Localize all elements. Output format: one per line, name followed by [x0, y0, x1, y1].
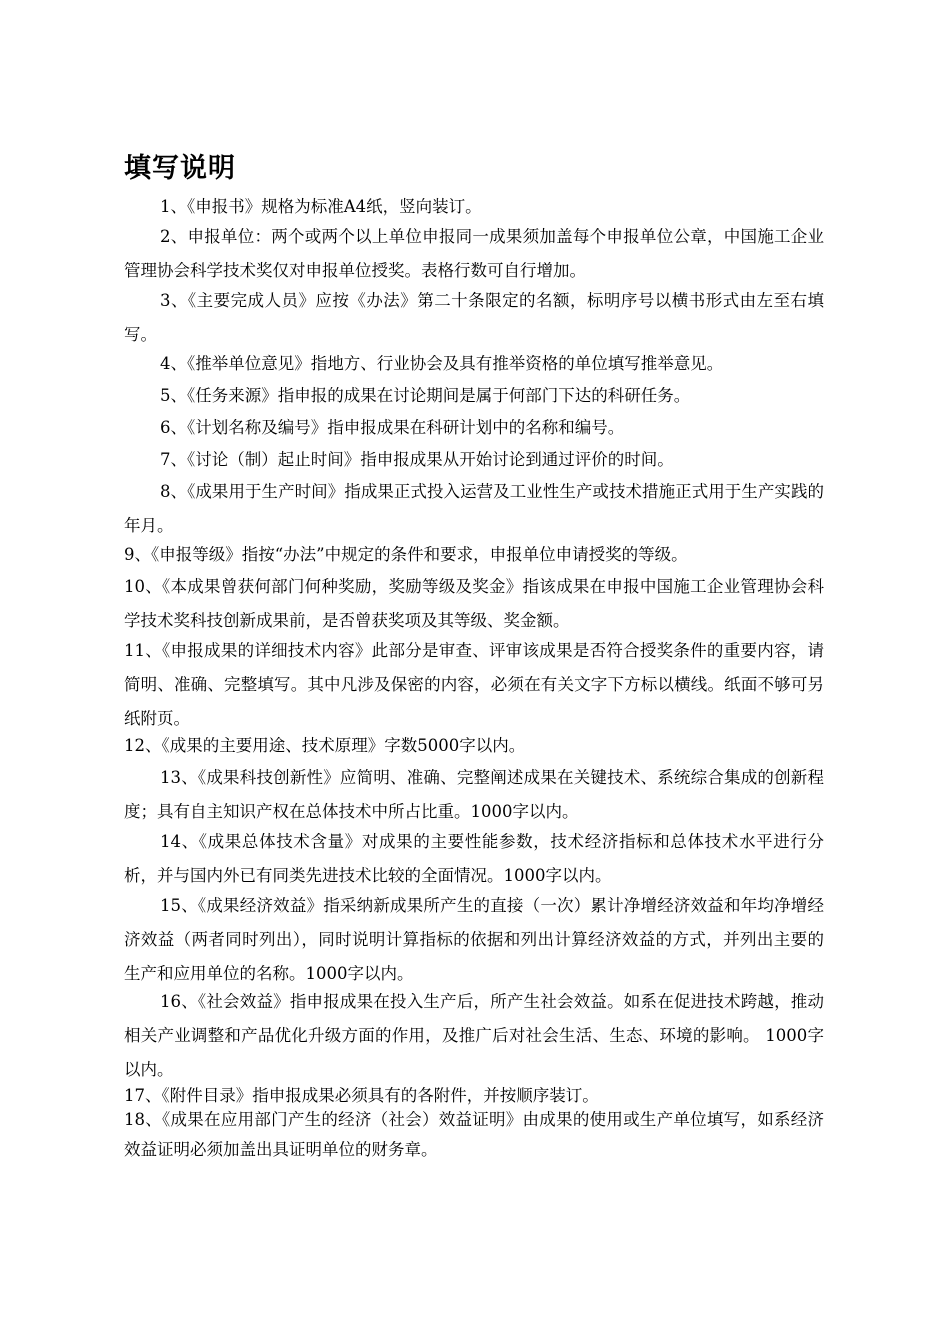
instruction-item-14: 14、《成果总体技术含量》对成果的主要性能参数，技术经济指标和总体技术水平进行分析，并与国内外已有同类先进技术比较的全面情况。1000字以内。: [124, 832, 824, 885]
instruction-item-9: 9、《申报等级》指按“办法”中规定的条件和要求，申报单位申请授奖的等级。: [124, 545, 688, 564]
instruction-item-6: 6、《计划名称及编号》指申报成果在科研计划中的名称和编号。: [160, 418, 625, 437]
page-title: 填写说明: [124, 153, 236, 184]
instruction-item-1: 1、《申报书》规格为标准A4纸，竖向装订。: [160, 197, 482, 216]
instruction-item-7: 7、《讨论（制）起止时间》指申报成果从开始讨论到通过评价的时间。: [160, 450, 674, 469]
instruction-item-4: 4、《推举单位意见》指地方、行业协会及具有推举资格的单位填写推举意见。: [160, 354, 724, 373]
instruction-item-11: 11、《申报成果的详细技术内容》此部分是审查、评审该成果是否符合授奖条件的重要内容，请简明、准确、完整填写。其中凡涉及保密的内容，必须在有关文字下方标以横线。纸面不够可另纸附页。: [124, 641, 824, 728]
instruction-item-8: 8、《成果用于生产时间》指成果正式投入运营及工业性生产或技术措施正式用于生产实践的年月。: [124, 482, 824, 535]
instruction-item-16: 16、《社会效益》指申报成果在投入生产后，所产生社会效益。如系在促进技术跨越，推动相关产业调整和产品优化升级方面的作用，及推广后对社会生活、生态、环境的影响。 1000字以内。: [124, 992, 824, 1079]
instruction-item-5: 5、《任务来源》指申报的成果在讨论期间是属于何部门下达的科研任务。: [160, 386, 691, 405]
instruction-item-13: 13、《成果科技创新性》应简明、准确、完整阐述成果在关键技术、系统综合集成的创新程度；具有自主知识产权在总体技术中所占比重。1000字以内。: [124, 768, 824, 821]
instruction-item-15: 15、《成果经济效益》指采纳新成果所产生的直接（一次）累计净增经济效益和年均净增经济效益（两者同时列出），同时说明计算指标的依据和列出计算经济效益的方式，并列出主要的生产和应用单位的名称。1000字以内。: [124, 896, 824, 983]
instruction-item-2: 2、申报单位：两个或两个以上单位申报同一成果须加盖每个申报单位公章，中国施工企业管理协会科学技术奖仅对申报单位授奖。表格行数可自行增加。: [124, 227, 824, 280]
instruction-item-12: 12、《成果的主要用途、技术原理》字数5000字以内。: [124, 736, 526, 755]
instruction-item-3: 3、《主要完成人员》应按《办法》第二十条限定的名额，标明序号以横书形式由左至右填写。: [124, 291, 824, 344]
instruction-item-18: 18、《成果在应用部门产生的经济（社会）效益证明》由成果的使用或生产单位填写，如系经济效益证明必须加盖出具证明单位的财务章。: [124, 1110, 824, 1159]
instruction-item-10: 10、《本成果曾获何部门何种奖励，奖励等级及奖金》指该成果在申报中国施工企业管理协会科学技术奖科技创新成果前，是否曾获奖项及其等级、奖金额。: [124, 577, 824, 630]
instruction-item-17: 17、《附件目录》指申报成果必须具有的各附件，并按顺序装订。: [124, 1086, 599, 1105]
